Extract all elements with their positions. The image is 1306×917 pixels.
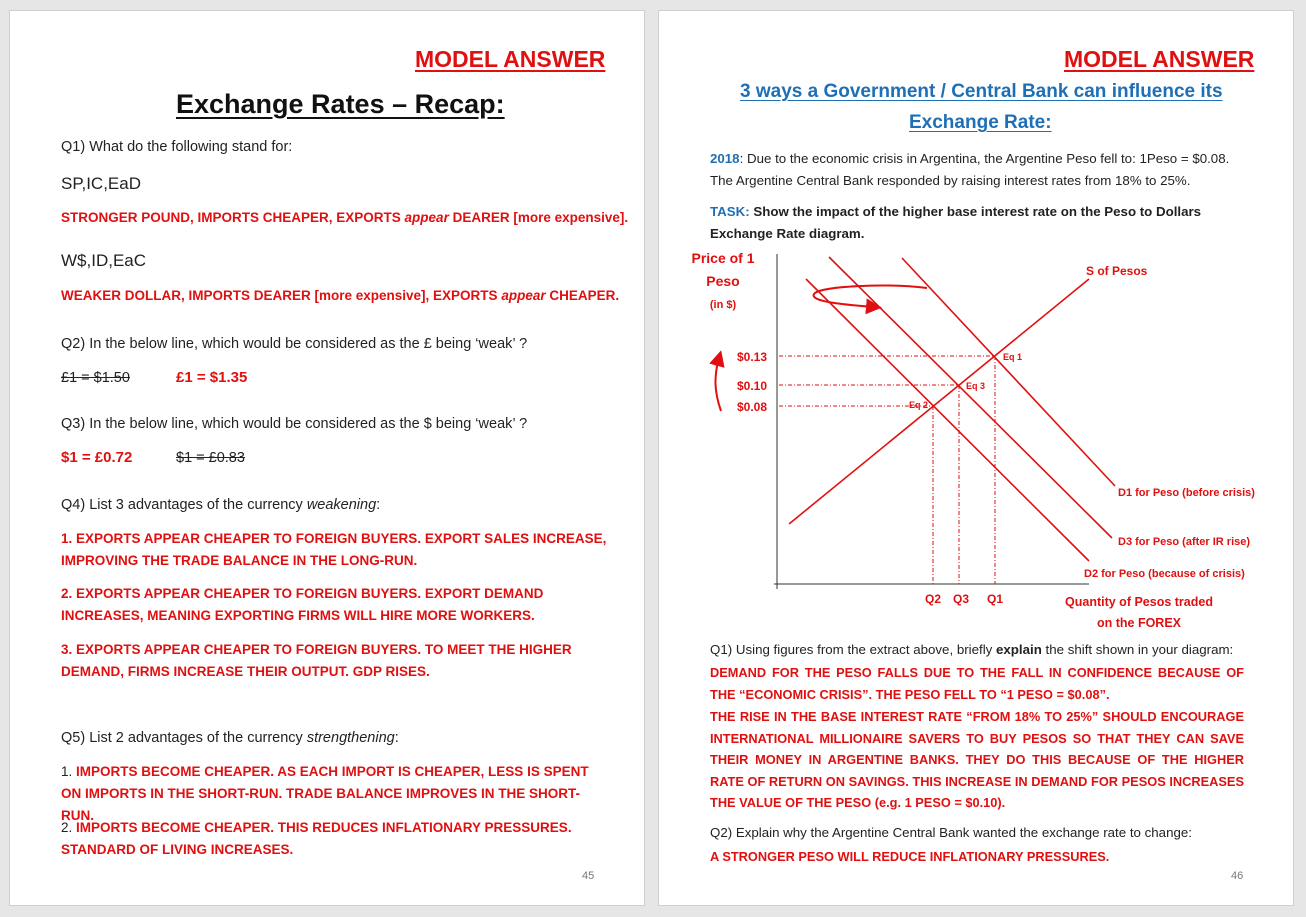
supply-label: S of Pesos — [1086, 264, 1148, 278]
question-5: Q5) List 2 advantages of the currency strengthening: — [61, 730, 399, 746]
left-page — [9, 10, 645, 906]
forex-diagram — [659, 11, 1295, 651]
q1-answer-1: DEMAND FOR THE PESO FALLS DUE TO THE FALL IN CONFIDENCE BECAUSE OF THE “ECONOMIC CRISIS”. THE PESO FELL TO “1 PESO = $0.08”. — [710, 665, 1244, 702]
q4-answer-3: 3. EXPORTS APPEAR CHEAPER TO FOREIGN BUYERS. TO MEET THE HIGHER DEMAND, FIRMS INCREASE THEIR OUTPUT. GDP RISES. — [61, 642, 572, 679]
q2-answer: A STRONGER PESO WILL REDUCE INFLATIONARY PRESSURES. — [710, 849, 1110, 864]
question-2: Q2) Explain why the Argentine Central Bank wanted the exchange rate to change: — [710, 825, 1192, 840]
model-answer-heading: MODEL ANSWER — [415, 46, 606, 72]
q4-answer-2: 2. EXPORTS APPEAR CHEAPER TO FOREIGN BUYERS. EXPORT DEMAND INCREASES, MEANING EXPORTING FIRMS WILL HIRE MORE WORKERS. — [61, 586, 544, 623]
page-title-line-1: 3 ways a Government / Central Bank can influence its — [740, 81, 1223, 102]
y-axis-label-line-3: (in $) — [709, 299, 737, 311]
demand-curve-d3 — [829, 257, 1112, 538]
question-3: Q3) In the below line, which would be considered as the $ being ‘weak’ ? — [61, 416, 528, 432]
question-2: Q2) In the below line, which would be considered as the £ being ‘weak’ ? — [61, 336, 528, 352]
page-number: 45 — [582, 870, 595, 882]
price-label-008: $0.08 — [737, 400, 768, 414]
context-paragraph: 2018: Due to the economic crisis in Argentina, the Argentine Peso fell to: 1Peso = $0.08. The Argentine Central Bank responded by raising interest rates from 18% to 25%. — [710, 151, 1230, 188]
y-axis-label-line-2: Peso — [706, 273, 740, 289]
q2-struck-option: £1 = $1.50 — [61, 370, 130, 386]
eq-label-2: Eq 2 — [909, 400, 929, 410]
supply-curve — [789, 279, 1089, 524]
question-1: Q1) Using figures from the extract above, briefly explain the shift shown in your diagram: — [710, 642, 1234, 657]
question-1: Q1) What do the following stand for: — [61, 139, 293, 155]
y-axis-label-line-1: Price of 1 — [691, 250, 755, 266]
q5-answer-1: 1. IMPORTS BECOME CHEAPER. AS EACH IMPORT IS CHEAPER, LESS IS SPENT ON IMPORTS IN THE SHORT-RUN. TRADE BALANCE IMPROVES IN THE SHORT-RUN. — [61, 764, 589, 823]
d3-label: D3 for Peso (after IR rise) — [1118, 536, 1251, 548]
q3-answer-option: $1 = £0.72 — [61, 449, 133, 466]
eq-label-1: Eq 1 — [1003, 352, 1023, 362]
price-label-010: $0.10 — [737, 379, 768, 393]
d1-label: D1 for Peso (before crisis) — [1118, 487, 1255, 499]
q3-struck-option: $1 = £0.83 — [176, 450, 245, 466]
page-title-line-2: Exchange Rate: — [909, 112, 1052, 133]
price-rise-arrow — [715, 358, 721, 411]
x-axis-label-line-2: on the FOREX — [1096, 616, 1182, 630]
acronym-2: W$,ID,EaC — [61, 251, 147, 270]
quantity-label-q3: Q3 — [952, 592, 970, 606]
q2-answer-option: £1 = $1.35 — [176, 369, 248, 386]
x-axis-label-line-1: Quantity of Pesos traded — [1065, 595, 1213, 609]
demand-curve-d1 — [902, 258, 1115, 486]
acronym-1: SP,IC,EaD — [61, 174, 142, 193]
answer-1: STRONGER POUND, IMPORTS CHEAPER, EXPORTS appear DEARER [more expensive]. — [61, 210, 629, 225]
q5-answer-2: 2. IMPORTS BECOME CHEAPER. THIS REDUCES INFLATIONARY PRESSURES. STANDARD OF LIVING INCREASES. — [61, 820, 572, 857]
quantity-label-q1: Q1 — [986, 592, 1004, 606]
eq-label-3: Eq 3 — [966, 381, 986, 391]
d2-label: D2 for Peso (because of crisis) — [1084, 568, 1245, 580]
answer-2: WEAKER DOLLAR, IMPORTS DEARER [more expensive], EXPORTS appear CHEAPER. — [61, 288, 620, 303]
task-paragraph: TASK: Show the impact of the higher base interest rate on the Peso to Dollars Exchange Rate diagram. — [710, 204, 1202, 241]
right-page — [658, 10, 1294, 906]
quantity-label-q2: Q2 — [924, 592, 942, 606]
price-label-013: $0.13 — [737, 350, 768, 364]
question-4: Q4) List 3 advantages of the currency weakening: — [61, 497, 381, 513]
q4-answer-1: 1. EXPORTS APPEAR CHEAPER TO FOREIGN BUYERS. EXPORT SALES INCREASE, IMPROVING THE TRADE BALANCE IN THE LONG-RUN. — [61, 531, 607, 568]
page-title: Exchange Rates – Recap: — [176, 89, 505, 119]
model-answer-heading: MODEL ANSWER — [1064, 46, 1255, 72]
page-number: 46 — [1231, 870, 1244, 882]
q1-answer-2: THE RISE IN THE BASE INTEREST RATE “FROM 18% TO 25%” SHOULD ENCOURAGE INTERNATIONAL MILLIONAIRE SAVERS TO BUY PESOS SO THAT THEY CAN SAVE THEIR MONEY IN ARGENTINE BANKS. THEY DO THIS BECAUSE OF THE HIGHER RATE OF RETURN ON SAVINGS. THIS INCREASE IN DEMAND FOR PESOS INCREASES THE VALUE OF THE PESO (e.g. 1 PESO = $0.10). — [710, 709, 1244, 810]
demand-curve-d2 — [806, 279, 1089, 561]
